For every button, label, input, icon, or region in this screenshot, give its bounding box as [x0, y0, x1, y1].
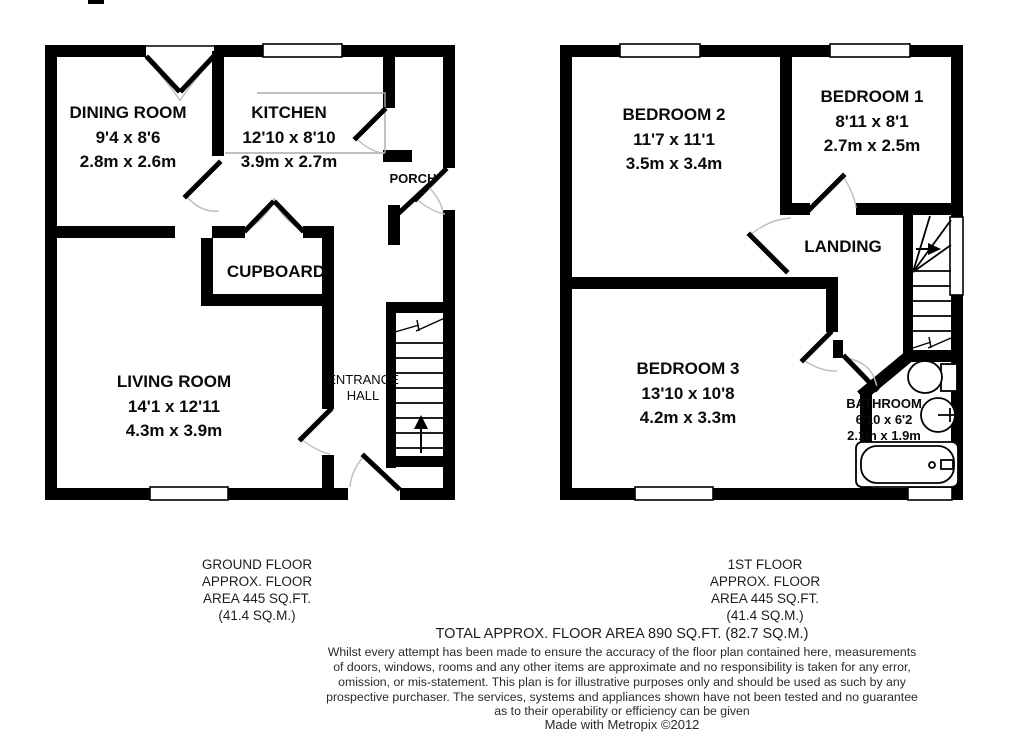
first-caption-1: 1ST FLOOR [727, 557, 803, 572]
room-label-cupboard: CUPBOARD [226, 262, 326, 281]
room-dims-kitchen-met: 3.9m x 2.7m [240, 152, 338, 171]
room-dims-bedroom1-met: 2.7m x 2.5m [823, 136, 921, 155]
room-dims-bedroom3-imp: 13'10 x 10'8 [641, 384, 735, 403]
room-dims-bedroom3-met: 4.2m x 3.3m [639, 408, 737, 427]
room-label-bathroom: BATHROOM [846, 396, 922, 411]
disclaimer-line-2: of doors, windows, rooms and any other items are approximate and no responsibility is taken for any error, [333, 660, 911, 674]
ground-caption-1: GROUND FLOOR [201, 557, 313, 572]
disclaimer-line-1: Whilst every attempt has been made to ensure the accuracy of the floor plan contained here, measurements [327, 645, 917, 659]
kitchen-porch-door [356, 110, 384, 153]
room-dims-bathroom-met: 2.1m x 1.9m [847, 428, 921, 443]
room-dims-dining-imp: 9'4 x 8'6 [95, 128, 161, 147]
ground-caption-4: (41.4 SQ.M.) [218, 608, 296, 623]
toilet-fixture [908, 361, 957, 393]
kitchen-window [263, 44, 342, 57]
porch-hall-door [400, 186, 443, 212]
first-stairs [913, 216, 951, 348]
room-dims-bedroom1-imp: 8'11 x 8'1 [835, 112, 909, 131]
room-label-hall: HALL [346, 388, 380, 403]
room-label-bedroom1: BEDROOM 1 [820, 87, 924, 106]
room-dims-bedroom2-met: 3.5m x 3.4m [625, 154, 723, 173]
room-dims-bathroom-imp: 6'10 x 6'2 [855, 412, 913, 427]
room-dims-kitchen-imp: 12'10 x 8'10 [242, 128, 336, 147]
kitchen-double-door [246, 198, 302, 231]
stairs-break-line [913, 337, 951, 348]
dining-door [186, 163, 219, 211]
disclaimer-line-4: prospective purchaser. The services, systems and appliances shown have not been tested and no guarantee [326, 690, 918, 704]
room-label-entrance: ENTRANCE [327, 372, 399, 387]
back-door-opening [348, 484, 400, 502]
room-label-bedroom2: BEDROOM 2 [622, 105, 726, 124]
stairs-break-line [395, 317, 447, 332]
crop-artifact [88, 0, 104, 4]
room-label-dining: DINING ROOM [69, 103, 187, 122]
bedroom1-door [810, 176, 856, 209]
stairs-direction-arrow [916, 243, 941, 255]
living-hall-door [301, 410, 330, 454]
metropix-credit: Made with Metropix ©2012 [544, 717, 700, 732]
bathroom-door [845, 357, 877, 389]
room-dims-bedroom2-imp: 11'7 x 11'1 [633, 130, 715, 149]
ground-floor-plan [45, 43, 457, 502]
ground-caption-3: AREA 445 SQ.FT. [202, 591, 312, 606]
bathtub-fixture [856, 442, 958, 487]
disclaimer-line-5: as to their operability or efficiency can be given [494, 704, 750, 718]
bedroom3-window [635, 487, 713, 500]
bedroom2-window [620, 44, 700, 57]
first-caption-2: APPROX. FLOOR [709, 574, 821, 589]
bedroom1-window [830, 44, 910, 57]
dining-patio-doors [147, 58, 213, 101]
ground-stairs [395, 317, 447, 453]
bathroom-window [908, 487, 952, 500]
room-label-kitchen: KITCHEN [251, 103, 327, 122]
room-label-bedroom3: BEDROOM 3 [636, 359, 740, 378]
room-label-porch: PORCH [389, 171, 437, 186]
room-dims-dining-met: 2.8m x 2.6m [79, 152, 177, 171]
footer [202, 557, 918, 732]
bedroom3-door [803, 333, 837, 371]
room-dims-living-imp: 14'1 x 12'11 [127, 397, 221, 416]
total-floor-area: TOTAL APPROX. FLOOR AREA 890 SQ.FT. (82.7 SQ.M.) [435, 626, 809, 642]
ground-caption-2: APPROX. FLOOR [201, 574, 313, 589]
living-room-window [150, 487, 228, 500]
first-caption-3: AREA 445 SQ.FT. [710, 591, 820, 606]
room-dims-living-met: 4.3m x 3.9m [125, 421, 223, 440]
first-floor-plan [560, 44, 963, 500]
disclaimer-line-3: omission, or mis-statement. This plan is for illustrative purposes only and should be used as such by any [338, 675, 906, 689]
stairs-window [950, 217, 963, 295]
room-label-landing: LANDING [804, 237, 882, 256]
bedroom2-door [750, 218, 791, 271]
first-caption-4: (41.4 SQ.M.) [726, 608, 804, 623]
room-label-living: LIVING ROOM [116, 372, 232, 391]
